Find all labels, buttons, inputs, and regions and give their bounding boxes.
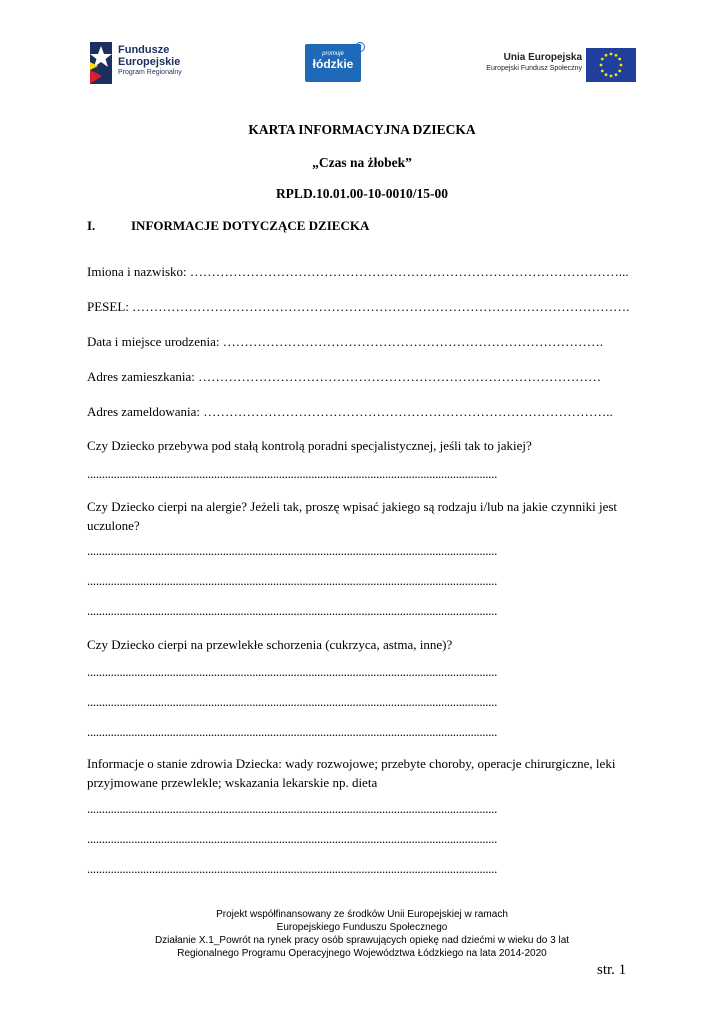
fe-line3: Program Regionalny	[118, 69, 182, 76]
answer-line[interactable]: ...........................................................................................................................................	[87, 664, 498, 679]
answer-line[interactable]: ...........................................................................................................................................	[87, 694, 498, 709]
document-subtitle: „Czas na żłobek”	[312, 155, 412, 170]
answer-line[interactable]: ...........................................................................................................................................	[87, 801, 498, 816]
field-name[interactable]: Imiona i nazwisko: ………………………………………………………………………………………...	[87, 264, 629, 279]
answer-line[interactable]: ...........................................................................................................................................	[87, 573, 498, 588]
eu-stars-icon	[586, 48, 636, 82]
answer-line[interactable]: ...........................................................................................................................................	[87, 466, 498, 481]
ue-line2: Europejski Fundusz Społeczny	[486, 65, 582, 72]
ue-line1: Unia Europejska	[503, 52, 582, 63]
copyright-icon: ©	[355, 42, 365, 52]
section-title: INFORMACJE DOTYCZĄCE DZIECKA	[131, 218, 370, 233]
field-birth[interactable]: Data i miejsce urodzenia: …………………………………………………………………………….	[87, 334, 603, 349]
field-address[interactable]: Adres zamieszkania: …………………………………………………………………………………	[87, 369, 602, 384]
section-heading	[87, 218, 369, 234]
lodz-name-text: łódzkie	[312, 57, 354, 71]
logo-bar	[0, 40, 724, 90]
question-specialist-clinic: Czy Dziecko przebywa pod stałą kontrolą poradni specjalistycznej, jeśli tak to jakiej?	[87, 438, 532, 453]
field-registered[interactable]: Adres zameldowania: …………………………………………………………………………………..	[87, 404, 613, 419]
answer-line[interactable]: ...........................................................................................................................................	[87, 831, 498, 846]
section-number: I.	[87, 218, 96, 233]
footer-line2: Europejskiego Funduszu Społecznego	[276, 922, 448, 933]
answer-line[interactable]: ...........................................................................................................................................	[87, 724, 498, 739]
footer-line4: Regionalnego Programu Operacyjnego Województwa Łódzkiego na lata 2014-2020	[177, 948, 547, 959]
answer-line[interactable]: ...........................................................................................................................................	[87, 861, 498, 876]
eu-flag-icon	[586, 48, 636, 82]
answer-line[interactable]: ...........................................................................................................................................	[87, 603, 498, 618]
footer-line3: Działanie X.1_Powrót na rynek pracy osób sprawujących opiekę nad dziećmi w wieku do 3 lat	[154, 935, 570, 946]
fundusze-europejskie-logo	[86, 40, 206, 86]
ue-logo-text	[464, 52, 582, 74]
fe-star-icon	[86, 40, 116, 86]
question-chronic-diseases: Czy Dziecko cierpi na przewlekłe schorzenia (cukrzyca, astma, inne)?	[87, 637, 453, 652]
fe-line1: Fundusze	[118, 44, 170, 56]
lodzkie-logo	[305, 44, 361, 82]
lodz-small-text: promuje	[322, 51, 344, 57]
field-pesel[interactable]: PESEL: …………………………………………………………………………………………………….	[87, 299, 630, 314]
answer-line[interactable]: ...........................................................................................................................................	[87, 543, 498, 558]
fe-logo-text	[118, 44, 182, 78]
project-code: RPLD.10.01.00-10-0010/15-00	[275, 186, 449, 201]
document-title: KARTA INFORMACYJNA DZIECKA	[248, 122, 476, 137]
footer-line1: Projekt współfinansowany ze środków Unii Europejskiej w ramach	[216, 909, 508, 920]
fe-line2: Europejskie	[118, 56, 181, 68]
footer	[0, 908, 724, 960]
question-health-info: Informacje o stanie zdrowia Dziecka: wady rozwojowe; przebyte choroby, operacje chirurgiczne, leki przyjmowane przewlekle; wskazania lekarskie np. dieta	[87, 756, 616, 790]
question-allergies: Czy Dziecko cierpi na alergie? Jeżeli tak, proszę wpisać jakiego są rodzaju i/lub na jakie czynniki jest uczulone?	[87, 499, 618, 533]
page-number: str. 1	[597, 962, 627, 978]
